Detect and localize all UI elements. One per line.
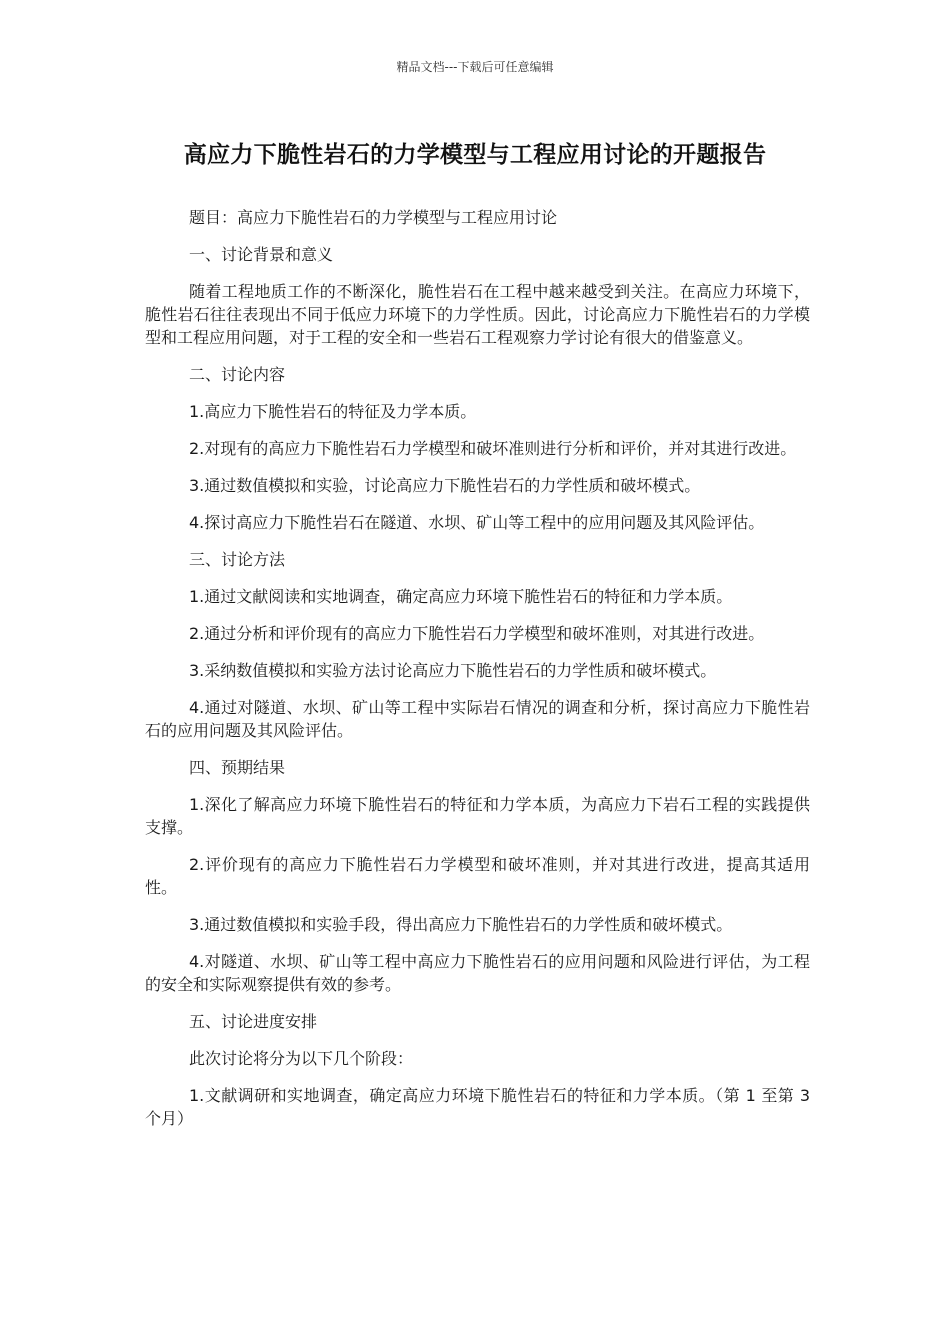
method-item-3: 3.采纳数值模拟和实验方法讨论高应力下脆性岩石的力学性质和破坏模式。 — [189, 661, 717, 680]
section-heading-results: 四、预期结果 — [189, 758, 286, 777]
header-note: 精品文档---下载后可任意编辑 — [396, 60, 554, 74]
method-item-4: 4.通过对隧道、水坝、矿山等工程中实际岩石情况的调查和分析，探讨高应力下脆性岩石的应用问题及其风险评估。 — [145, 698, 810, 740]
result-item-3: 3.通过数值模拟和实验手段，得出高应力下脆性岩石的力学性质和破坏模式。 — [189, 915, 733, 934]
content-item-2: 2.对现有的高应力下脆性岩石力学模型和破坏准则进行分析和评价，并对其进行改进。 — [189, 439, 797, 458]
document-body — [145, 206, 810, 1144]
paragraph-topic: 题目：高应力下脆性岩石的力学模型与工程应用讨论 — [189, 208, 558, 227]
schedule-item-1: 1.文献调研和实地调查，确定高应力环境下脆性岩石的特征和力学本质。（第 1 至第 3 个月） — [145, 1086, 810, 1128]
paragraph-schedule-intro: 此次讨论将分为以下几个阶段： — [189, 1049, 414, 1068]
method-item-1: 1.通过文献阅读和实地调查，确定高应力环境下脆性岩石的特征和力学本质。 — [189, 587, 733, 606]
section-heading-background: 一、讨论背景和意义 — [189, 245, 334, 264]
result-item-2: 2.评价现有的高应力下脆性岩石力学模型和破坏准则，并对其进行改进，提高其适用性。 — [145, 855, 810, 897]
section-heading-content: 二、讨论内容 — [189, 365, 286, 384]
section-heading-methods: 三、讨论方法 — [189, 550, 286, 569]
method-item-2: 2.通过分析和评价现有的高应力下脆性岩石力学模型和破坏准则，对其进行改进。 — [189, 624, 765, 643]
document-title: 高应力下脆性岩石的力学模型与工程应用讨论的开题报告 — [183, 142, 767, 168]
paragraph-background: 随着工程地质工作的不断深化，脆性岩石在工程中越来越受到关注。在高应力环境下，脆性岩石往往表现出不同于低应力环境下的力学性质。因此，讨论高应力下脆性岩石的力学模型和工程应用问题，对于工程的安全和一些岩石工程观察力学讨论有很大的借鉴意义。 — [145, 282, 810, 347]
result-item-4: 4.对隧道、水坝、矿山等工程中高应力下脆性岩石的应用问题和风险进行评估，为工程的安全和实际观察提供有效的参考。 — [145, 952, 810, 994]
content-item-4: 4.探讨高应力下脆性岩石在隧道、水坝、矿山等工程中的应用问题及其风险评估。 — [189, 513, 765, 532]
content-item-3: 3.通过数值模拟和实验，讨论高应力下脆性岩石的力学性质和破坏模式。 — [189, 476, 701, 495]
content-item-1: 1.高应力下脆性岩石的特征及力学本质。 — [189, 402, 477, 421]
section-heading-schedule: 五、讨论进度安排 — [189, 1012, 318, 1031]
result-item-1: 1.深化了解高应力环境下脆性岩石的特征和力学本质，为高应力下岩石工程的实践提供支撑。 — [145, 795, 810, 837]
